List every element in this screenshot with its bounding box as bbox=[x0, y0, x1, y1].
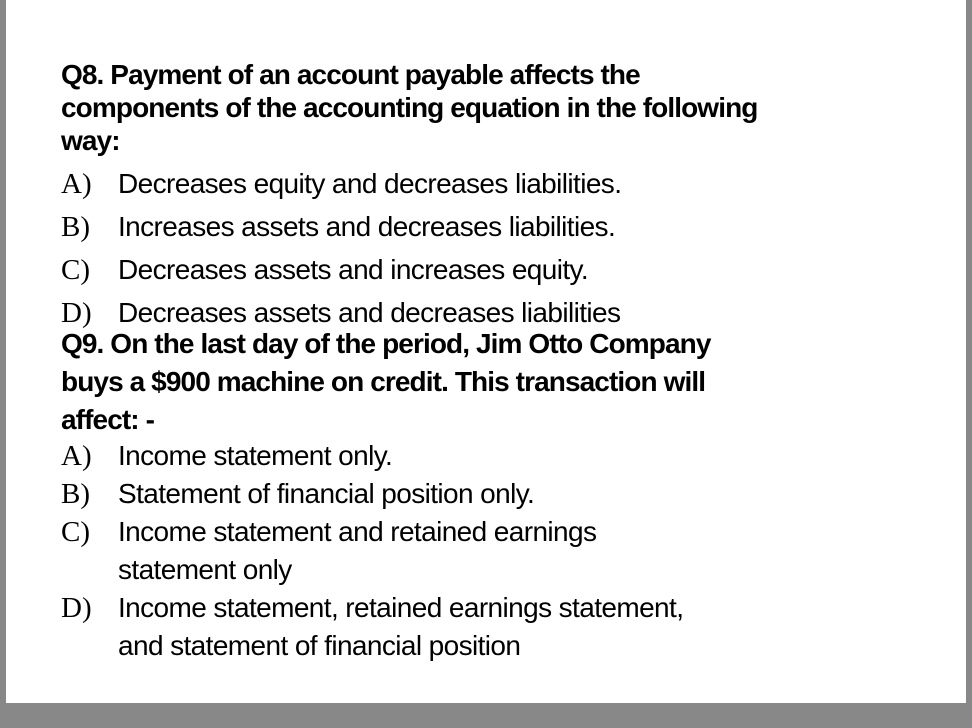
question-line: affect: - bbox=[61, 404, 155, 435]
option-letter: D) bbox=[61, 297, 92, 329]
option-letter: B) bbox=[61, 478, 90, 510]
question-line: buys a $900 machine on credit. This transaction will bbox=[61, 366, 706, 397]
option-text: Decreases assets and decreases liabilities bbox=[118, 297, 621, 328]
option-text: Income statement only. bbox=[118, 440, 393, 471]
option-text: Decreases assets and increases equity. bbox=[118, 254, 589, 285]
question-line: Q9. On the last day of the period, Jim Otto Company bbox=[61, 328, 711, 359]
question-line: components of the accounting equation in the following bbox=[61, 92, 758, 123]
option-letter: C) bbox=[61, 254, 90, 286]
option-letter: B) bbox=[61, 211, 90, 243]
option-letter: C) bbox=[61, 516, 90, 548]
option-text: Income statement and retained earnings bbox=[118, 516, 597, 547]
document-page bbox=[6, 0, 966, 703]
question-q9 bbox=[61, 325, 711, 439]
option-text-continued: and statement of financial position bbox=[118, 630, 521, 661]
option-text-continued: statement only bbox=[118, 554, 292, 585]
option-text: Decreases equity and decreases liabilities. bbox=[118, 168, 622, 199]
option-letter: D) bbox=[61, 592, 92, 624]
question-line: Q8. Payment of an account payable affects the bbox=[61, 59, 640, 90]
option-text: Increases assets and decreases liabilities. bbox=[118, 211, 616, 242]
question-q8 bbox=[61, 58, 757, 157]
option-letter: A) bbox=[61, 440, 92, 472]
option-text: Income statement, retained earnings statement, bbox=[118, 592, 684, 623]
option-text: Statement of financial position only. bbox=[118, 478, 535, 509]
question-line: way: bbox=[61, 125, 120, 156]
option-letter: A) bbox=[61, 168, 92, 200]
